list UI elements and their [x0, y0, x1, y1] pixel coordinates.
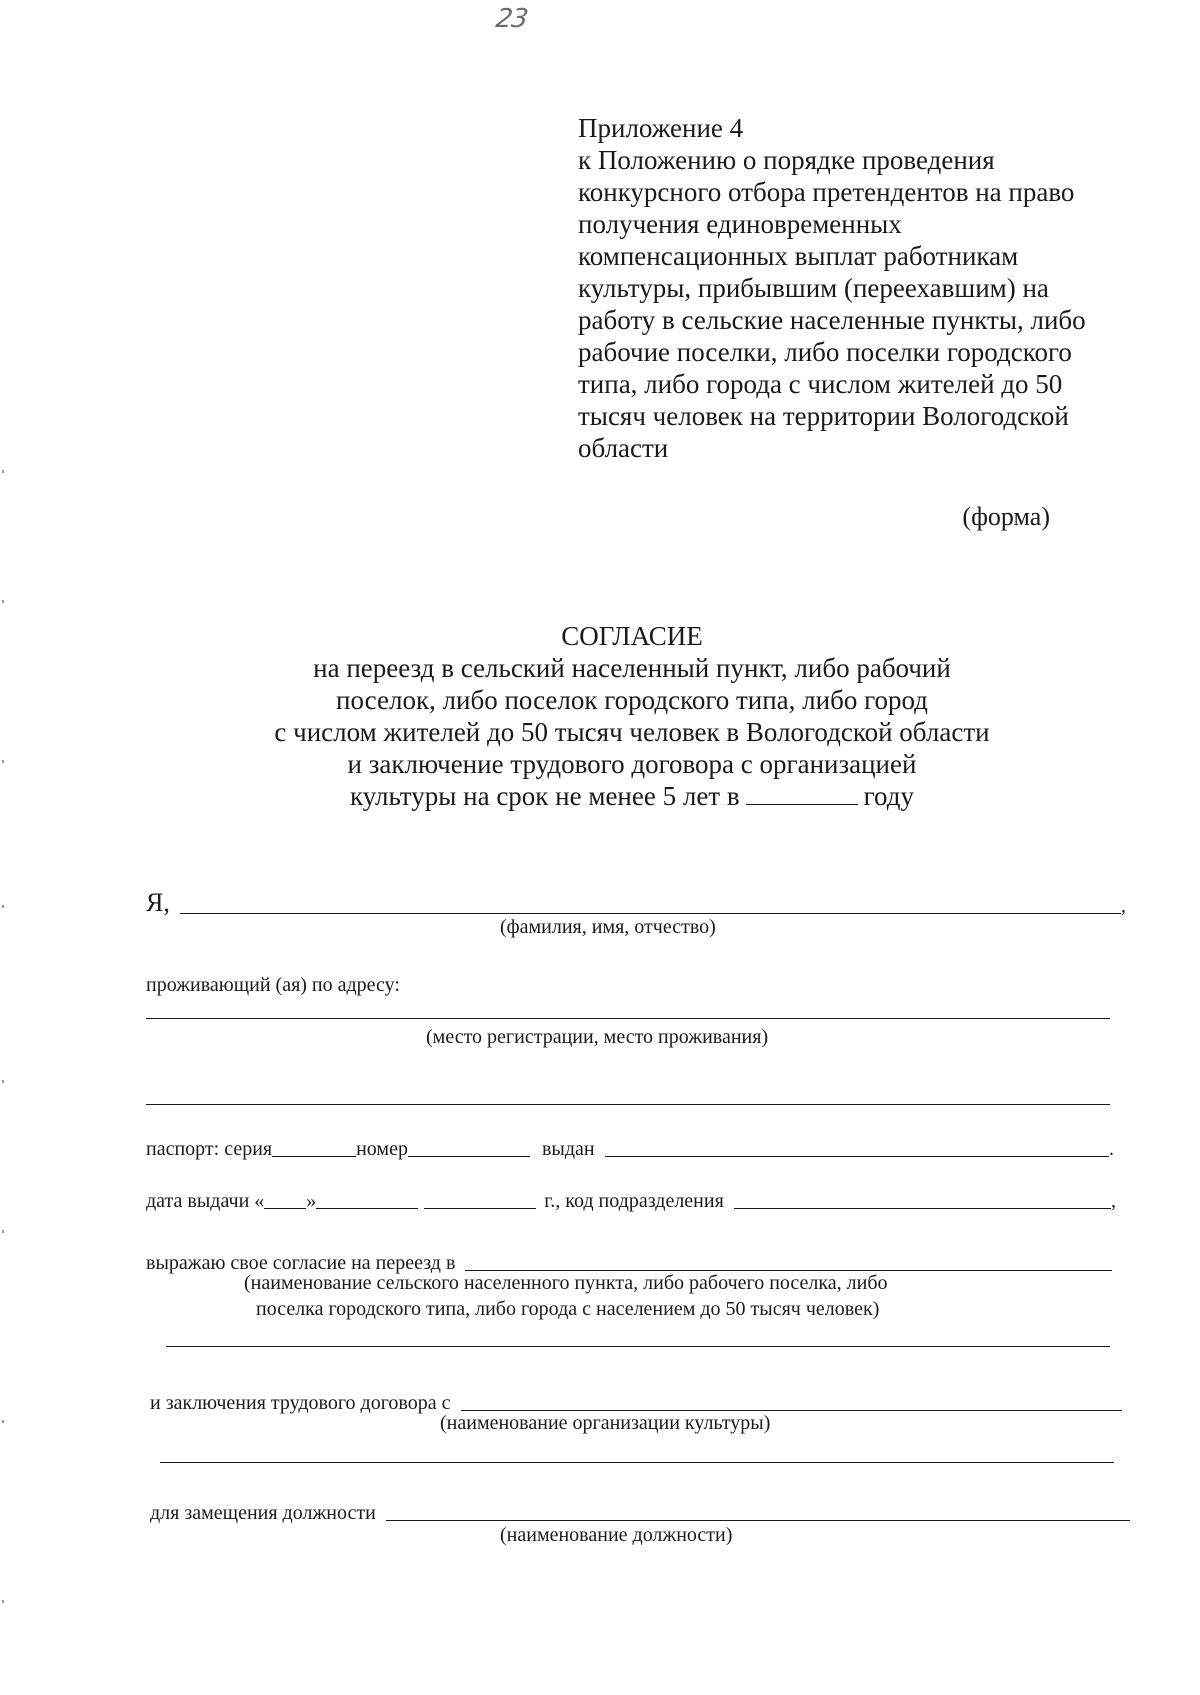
- annex-line: Приложение 4: [578, 113, 744, 143]
- form-label: (форма): [962, 502, 1050, 531]
- position-field[interactable]: [386, 1500, 1130, 1521]
- scan-speck: [2, 470, 4, 473]
- issue-date-label: дата выдачи «: [146, 1190, 265, 1212]
- fio-field[interactable]: [180, 893, 1121, 914]
- annex-line: компенсационных выплат работникам: [578, 241, 1019, 271]
- annex-line: конкурсного отбора претендентов на право: [578, 177, 1075, 207]
- issue-year-label: г., код подразделения: [544, 1190, 724, 1212]
- passport-row: [146, 1136, 1114, 1161]
- issue-day-field[interactable]: [264, 1188, 306, 1209]
- annex-line: работу в сельские населенные пункты, либо: [578, 305, 1086, 335]
- scan-speck: [2, 905, 4, 908]
- consent-place-field-2[interactable]: [166, 1346, 1110, 1347]
- issue-end: ,: [1111, 1190, 1116, 1212]
- contract-caption: (наименование организации культуры): [440, 1412, 771, 1434]
- passport-issued-label: выдан: [541, 1138, 595, 1160]
- annex-line: области: [578, 433, 669, 463]
- issue-date-row: [146, 1188, 1116, 1213]
- title-year-suffix: году: [863, 781, 914, 811]
- contract-org-field[interactable]: [461, 1390, 1123, 1411]
- annex-line: тысяч человек на территории Вологодской: [578, 401, 1069, 431]
- issue-year-field[interactable]: [424, 1188, 536, 1209]
- subdivision-code-field[interactable]: [734, 1188, 1111, 1209]
- title-line: с числом жителей до 50 тысяч человек в Вологодской области: [274, 717, 990, 747]
- address-field-2[interactable]: [146, 1104, 1110, 1105]
- ya-label: Я,: [146, 888, 170, 917]
- annex-line: рабочие поселки, либо поселки городского: [578, 337, 1072, 367]
- passport-series-field[interactable]: [272, 1136, 356, 1157]
- address-caption: (место регистрации, место проживания): [426, 1026, 769, 1048]
- consent-title-block: [0, 620, 1200, 812]
- scan-speck: [2, 1080, 4, 1083]
- scan-speck: [2, 1600, 4, 1603]
- passport-end: .: [1109, 1138, 1114, 1160]
- fio-row: [146, 888, 1126, 918]
- year-blank[interactable]: [746, 784, 858, 805]
- fio-comma: ,: [1121, 895, 1126, 917]
- scan-speck: [2, 600, 4, 603]
- page-number: 23: [493, 4, 530, 34]
- title-line: поселок, либо поселок городского типа, либо город: [336, 685, 928, 715]
- scan-speck: [2, 1420, 4, 1423]
- annex-line: культуры, прибывшим (переехавшим) на: [578, 273, 1049, 303]
- title-line: на переезд в сельский населенный пункт, либо рабочий: [313, 653, 951, 683]
- issue-month-field[interactable]: [316, 1188, 418, 1209]
- consent-place-field[interactable]: [465, 1250, 1112, 1271]
- consent-caption-1: (наименование сельского населенного пункта, либо рабочего поселка, либо: [244, 1272, 888, 1294]
- address-label: проживающий (ая) по адресу:: [146, 974, 400, 996]
- document-heading: СОГЛАСИЕ: [561, 621, 703, 651]
- passport-issued-field[interactable]: [605, 1136, 1109, 1157]
- title-year-prefix: культуры на срок не менее 5 лет в: [350, 781, 740, 811]
- consent-caption-2: поселка городского типа, либо города с населением до 50 тысяч человек): [256, 1298, 880, 1320]
- passport-series-label: паспорт: серия: [146, 1138, 273, 1160]
- issue-date-quote-close: »: [306, 1190, 317, 1212]
- contract-org-field-2[interactable]: [160, 1462, 1114, 1463]
- consent-label: выражаю свое согласие на переезд в: [146, 1252, 456, 1274]
- address-field-1[interactable]: [146, 1018, 1110, 1019]
- position-label: для замещения должности: [150, 1502, 376, 1524]
- annex-line: получения единовременных: [578, 209, 902, 239]
- position-caption: (наименование должности): [500, 1524, 733, 1546]
- annex-line: типа, либо города с числом жителей до 50: [578, 369, 1063, 399]
- passport-number-field[interactable]: [408, 1136, 530, 1157]
- title-line: и заключение трудового договора с организацией: [347, 749, 917, 779]
- address-label-row: [146, 974, 400, 997]
- contract-label: и заключения трудового договора с: [150, 1392, 451, 1414]
- passport-number-label: номер: [356, 1138, 408, 1160]
- fio-caption: (фамилия, имя, отчество): [500, 916, 716, 938]
- annex-line: к Положению о порядке проведения: [578, 145, 995, 175]
- position-row: [150, 1500, 1130, 1525]
- scan-speck: [2, 760, 4, 763]
- annex-block: [578, 112, 1138, 464]
- title-line-year: [0, 780, 1200, 812]
- scan-speck: [2, 1230, 4, 1233]
